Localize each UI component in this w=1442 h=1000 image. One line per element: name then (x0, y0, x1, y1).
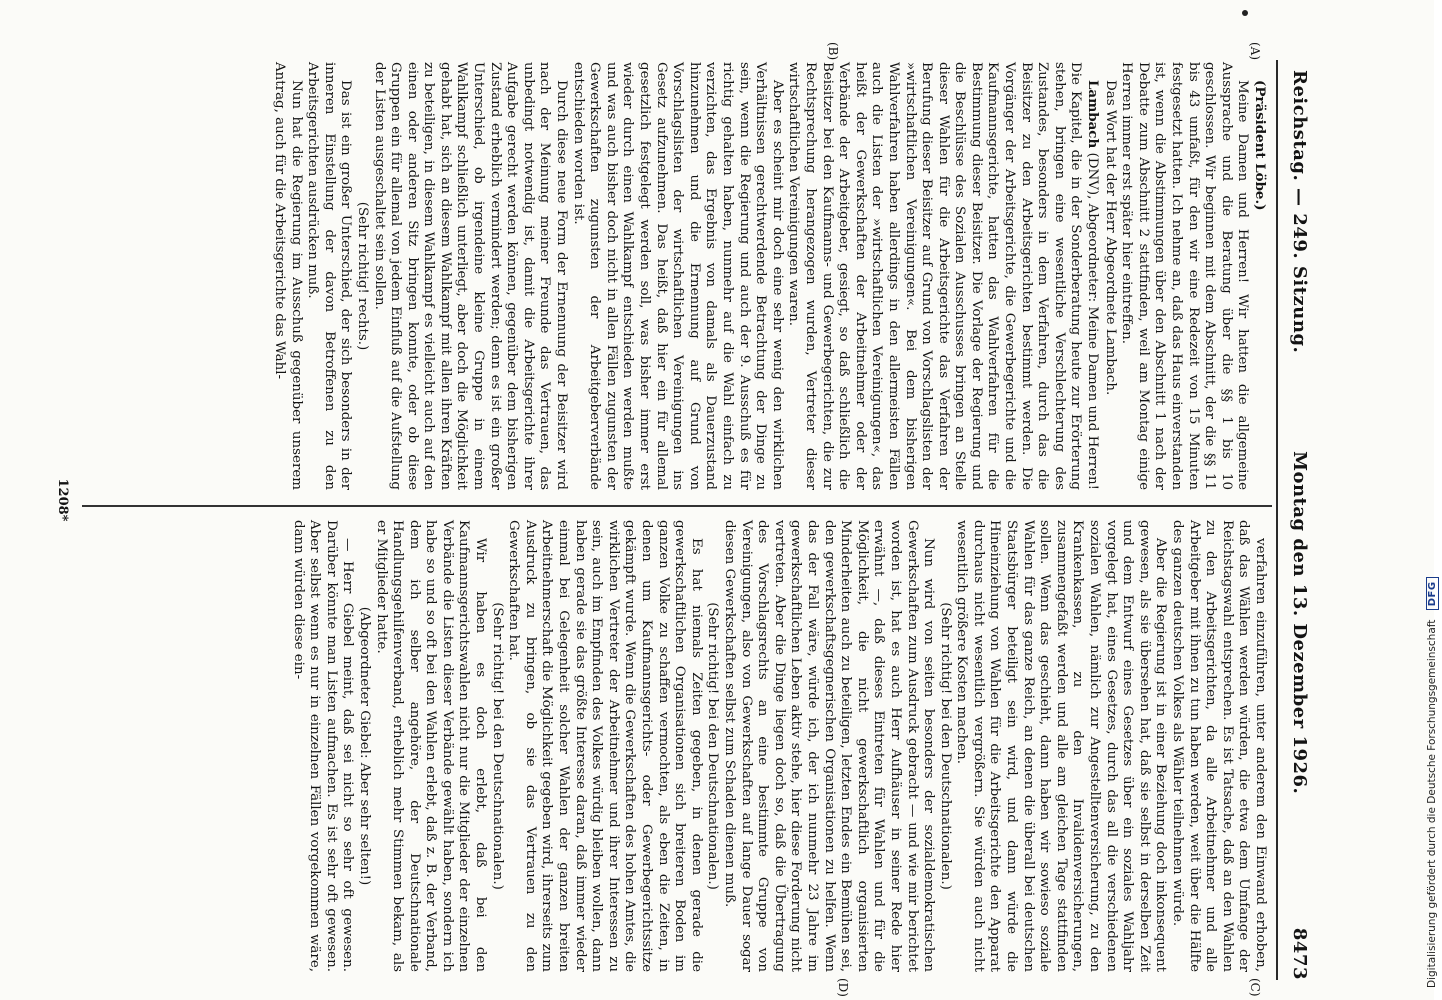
paragraph-text: Wir haben es doch erlebt, daß bei den Kaufmannsgerichtswahlen nicht nur die Mitglieder der einzelnen Verbände die Listen dieser Verbände gewählt haben, sondern ich habe so und so oft bei den Wahlen erlebt, daß z. B. der Verband, dem ich selber angehöre, der Deutschnationale Handlungsgehilfenverband, erheblich mehr Stimmen bekam, als er Mitglieder hatte. (373, 520, 489, 972)
margin-dot (1242, 10, 1248, 16)
paragraph-text: Nun wird von seiten besonders der sozialdemokratischen Gewerkschaften zum Ausdruck gebracht — und wie mir berichtet worden ist, hat es auch Herr Aufhäuser in seiner Rede hier erwähnt —, daß dieses Eintreten für Wahlen und für die Möglichkeit, die nicht gewerkschaftlich organisierten Minderheiten auch zu beteiligen, letzten Endes ein Bemühen sei, den gewerkschaftsgegnerischen Organisationen zu helfen. Wenn das der Fall wäre, würde ich, der ich nunmehr 23 Jahre im gewerkschaftlichen Leben aktiv stehe, hier diese Forderung nicht vertreten. Aber die Dinge liegen doch so, daß die Übertragung des Vorschlagsrechts an eine bestimmte Gruppe von Vereinigungen, also von Gewerkschaften auf lange Dauer sogar diesen Gewerkschaften selbst zum Schaden dienen muß. (722, 520, 937, 972)
paragraph (1101, 62, 1118, 490)
paragraph (289, 520, 355, 972)
rotated-page-sheet (30, 0, 1320, 1000)
digitization-credit (1426, 428, 1442, 988)
paragraph (270, 62, 303, 490)
margin-marker-d: (D) (836, 978, 850, 997)
margin-marker-a: (A) (1248, 42, 1262, 61)
paragraph (1118, 62, 1251, 490)
margin-marker-c: (C) (1248, 978, 1262, 997)
paragraph-text: Durch diese neue Form der Ernennung der Beisitzer wird nach der Meinung meiner Freunde das Vertrauen, das unbedingt notwendig ist, damit die Arbeitsgerichte ihrer Aufgabe gerecht werden können, gegenüber dem bisherigen Zustand erheblich vermindert werden; denn es ist ein großer Unterschied, ob irgendeine kleine Gruppe in einem Wahlkampf schließlich unterliegt, aber doch die Möglichkeit gehabt hat, sich an diesem Wahlkampf mit allen ihren Kräften zu beteiligen, in diesem Wahlkampf es vielleicht auch auf den einen oder anderen Sitz bringen konnte, oder ob diese Gruppen ein für allemal von jedem Einfluß auf die Aufstellung der Listen ausgeschaltet sein sollen. (371, 62, 570, 490)
paragraph-text: Es hat niemals Zeiten gegeben, in denen gerade die gewerkschaftlichen Organisationen sich breiteren Boden im ganzen Volke zu schaffen vermochten, als eben die Zeiten, in denen um Kaufmannsgerichts- oder Gewerbegerichtssitze gekämpft wurde. Wenn die Gewerkschaften des hohen Amtes, die wirklichen Vertreter der Arbeitnehmer und ihrer Interessen zu sein, auch im Empfinden des Volkes würdig bleiben wollen, dann haben gerade sie das größte Interesse daran, daß immer wieder einmal bei Gelegenheit solcher Wahlen der ganzen breiten Arbeitnehmerschaft die Möglichkeit gegeben wird, ihrerseits zum Ausdruck zu bringen, ob sie das Vertrauen zu den Gewerkschaften hat. (506, 520, 704, 972)
paragraph-text: Nun hat die Regierung im Ausschuß gegenüber unserem Antrag, auch für die Arbeitsgerichte das Wahl- (271, 62, 304, 490)
header-date-and-page (1289, 451, 1310, 980)
right-text-column (289, 520, 1268, 972)
interjection: (Sehr richtig! rechts.) (354, 201, 370, 351)
paragraph (1168, 520, 1268, 972)
page-header (1276, 0, 1316, 1000)
paragraph-text: Aber die Regierung ist in einer Beziehung doch inkonsequent gewesen, als sie übersehen hat, daß sie selbst in derselben Zeit und dem Entwurf eines Gesetzes über ein soziales Wahljahr vorgelegt hat, eines Gesetzes, durch das all die verschiedenen sozialen Wahlen, nämlich zur Angestelltenversicherung, zu den Krankenkassen, zu den Invalidenversicherungen, zusammengefaßt werden und alle am gleichen Tage stattfinden sollen. Wenn das geschieht, dann haben wir sowieso soziale Wahlen für das ganze Reich, an denen die überall bei deutschen Staatsbürger beteiligt sein wird, und dann würde die Hineinziehung von Wahlen für die Arbeitsgerichte den Apparat durchaus nicht wesentlich vergrößern. Sie würden auch nicht wesentlich größere Kosten machen. (954, 520, 1169, 972)
paragraph-text: Das Wort hat der Herr Abgeordnete Lambach. (1102, 80, 1118, 396)
interjection: (Sehr richtig! bei den Deutschnationalen.) (705, 602, 721, 890)
paragraph (505, 520, 704, 972)
paragraph (372, 520, 488, 972)
dfg-logo: DFG (1426, 577, 1439, 610)
paragraph-text: (DNV), Abgeordneter: Meine Damen und Herren! Die Kapitel, die in der Sonderberatung heute zur Erörterung stehen, bringen eine wesentliche Verschlechterung des Zustandes, besonders in dem Verfahren, durch das die Beisitzer zu den Arbeitsgerichten bestimmt werden. Die Vorgänger der Arbeitsgerichte, die Gewerbegerichte und die Kaufmannsgerichte, hatten das Wahlverfahren für die Bestimmung dieser Beisitzer. Die Vorlage der Regierung und die Beschlüsse des Sozialen Ausschusses bringen an Stelle dieser Wahlen für die Arbeitsgerichte das Verfahren der Berufung dieser Beisitzer auf Grund von Vorschlagslisten der »wirtschaftlichen Vereinigungen«. Bei dem bisherigen Wahlverfahren haben allerdings in den allermeisten Fällen auch die Listen der »wirtschaftlichen Vereinigungen«, das heißt der Gewerkschaften der Arbeitnehmer oder der Verbände der Arbeitgeber, gesiegt, so daß schließlich die Beisitzer bei den Kaufmanns- und Gewerbegerichten, die zur Rechtsprechung herangezogen wurden, Vertreter dieser wirtschaftlichen Vereinigungen waren. (786, 62, 1101, 490)
column-divider (82, 505, 1272, 507)
left-text-column (270, 62, 1268, 490)
header-session-title: Reichstag. — 249. Sitzung. (1289, 70, 1310, 354)
paragraph-text: Meine Damen und Herren! Wir hatten die allgemeine Aussprache und die Beratung über die §§ 1 bis 10 geschlossen. Wir beginnen mit dem Abschnitt, der die §§ 11 bis 43 umfaßt, für den wir eine Redezeit von 15 Minuten festgesetzt hatten. Ich nehme an, daß das Haus einverstanden ist, wenn die Abstimmungen über den Abschnitt 1 nach der Debatte zum Abschnitt 2 stattfinden, weil am Montag einige Herren immer erst später hier eintreffen. (1119, 62, 1251, 490)
interjection: (Sehr richtig! bei den Deutschnationalen.) (937, 602, 953, 890)
paragraph (569, 62, 785, 490)
paragraph (304, 62, 354, 490)
paragraph (720, 520, 936, 972)
header-date: Montag den 13. Dezember 1926. (1289, 451, 1310, 795)
paragraph-text: verfahren einzuführen, unter anderem den Einwand erhoben, daß das Wählen werden würden, die etwa dem Umfange der Reichstagswahl entsprechen. Es ist Tatsache, daß an den Wahlen zu den Arbeitsgerichten, da alle Arbeitnehmer und alle Arbeitgeber mit ihnen zu tun haben werden, weit über die Hälfte des ganzen deutschen Volkes als Wähler teilnehmen würde. (1170, 520, 1268, 972)
paragraph (370, 62, 569, 490)
header-rule (1276, 60, 1278, 980)
paragraph (785, 62, 1101, 490)
speaker-name: (Präsident Löbe.) (1252, 80, 1268, 211)
paragraph-text: — Herr Giebel meint, daß sei nicht so sehr oft gewesen. Darüber könnte man Listen aufmachen. Es ist sehr oft gewesen. Aber selbst wenn es nur in einzelnen Fällen vorgekommen wäre, dann würden diese ein- (290, 520, 356, 972)
page-number: 8473 (1289, 927, 1310, 980)
paragraph-text: Das ist ein großer Unterschied, der sich besonders in der inneren Einstellung der davon Betroffenen zu den Arbeitsgerichten ausdrücken muß. (305, 62, 354, 490)
credit-text: Digitalisierung gefördert durch die Deutsche Forschungsgemeinschaft (1426, 619, 1438, 988)
paragraph (1250, 62, 1268, 490)
paragraph-text: Aber es scheint mir doch eine sehr wenig den wirklichen Verhältnissen gerechtwerdende Betrachtung der Dinge zu sein, wenn die Regierung und auch der 9. Ausschuß es für richtig gehalten haben, nunmehr auf die Wahl einfach zu verzichten, das Ergebnis von damals als Dauerzustand hinzunehmen und die Ernennung auf Grund von Vorschlagslisten der wirtschaftlichen Vereinigungen ins Gesetz aufzunehmen. Das heißt, daß hier ein für allemal gesetzlich festgelegt werden soll, was bisher immer erst wieder durch einen Wahlkampf entschieden werden mußte und was auch bisher doch nicht in allen Fällen zugunsten der Gewerkschaften zugunsten der Arbeitgeberverbände entschieden worden ist. (570, 62, 785, 490)
interjection: (Sehr richtig! bei den Deutschnationalen.) (489, 602, 505, 890)
page-footer-number: 1208* (55, 478, 70, 522)
margin-marker-b: (B) (826, 42, 840, 61)
interjection: (Abgeordneter Giebel: Aber sehr selten!) (356, 606, 372, 886)
speaker-name: Lambach (1085, 80, 1102, 149)
paragraph (953, 520, 1169, 972)
